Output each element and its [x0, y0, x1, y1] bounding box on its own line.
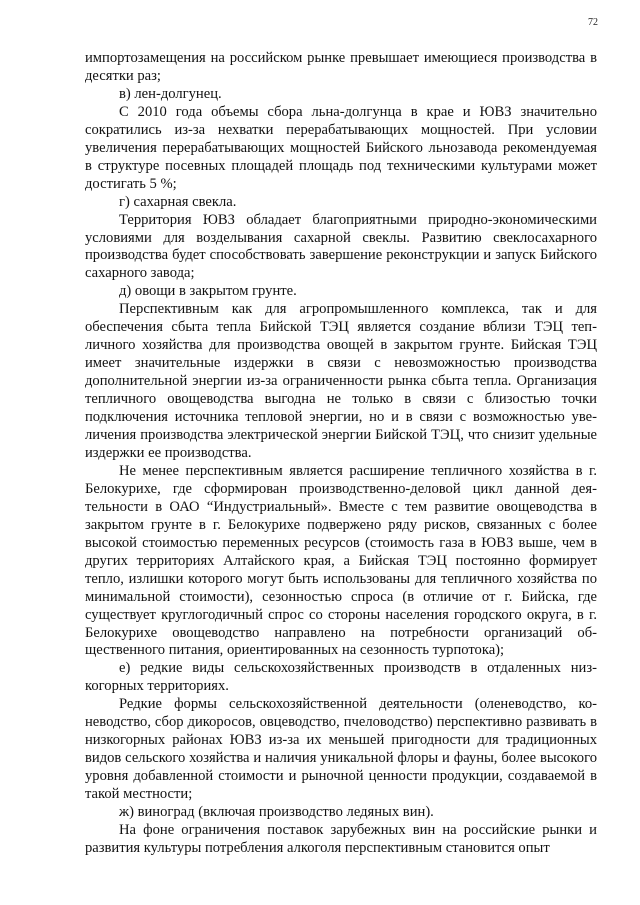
paragraph: импортозамещения на российском рынке превышает имеющиеся производства в десятки раз;	[85, 50, 597, 84]
list-heading-sugar-beet: г) сахарная свекла.	[119, 193, 237, 210]
document-body	[85, 50, 597, 858]
paragraph: На фоне ограничения поставок зарубежных вин на российские рынки и развития культуры потребления алкоголя перспективным становится опыт	[85, 821, 597, 856]
list-heading-greenhouse-vegetables: д) овощи в закрытом грунте.	[119, 283, 297, 300]
list-heading-rare-agriculture: е) редкие виды сельскохозяйственных производств в отдаленных низкогорных территориях.	[85, 660, 597, 695]
paragraph: С 2010 года объемы сбора льна-долгунца в крае и ЮВЗ значительно сократились из-за нехватки перерабатывающих мощностей. При условии увеличения перерабатывающих мощностей Бийского льнозавода рекомендуемая в структуре посевных площадей площадь под техническими культурами может достигать 5 %;	[85, 103, 597, 192]
list-heading-flax: в) лен-долгунец.	[119, 85, 222, 102]
paragraph: Редкие формы сельскохозяйственной деятельности (оленеводство, коневодство, сбор дикоросов, овцеводство, пчеловодство) перспективно развивать в низкогорных районах ЮВЗ из-за их меньшей пригодности для традиционных видов сельского хозяйства и наличия уникальной флоры и фауны, более высокого уровня добавленной стоимости и рыночной ценности продукции, создаваемой в такой местности;	[85, 696, 597, 803]
paragraph: Перспективным как для агропромышленного комплекса, так и для обеспечения сбыта тепла Бийской ТЭЦ является создание вблизи ТЭЦ тепличного хозяйства для производства овощей в закрытом грунте. Бийская ТЭЦ имеет значительные издержки в связи с невозможностью производства дополнительной энергии из-за ограниченности рынка сбыта тепла. Организация тепличного овощеводства выгодна не только в связи с близостью точки подключения источника тепловой энергии, но и в связи с возможностью увеличения производства электрической энергии Бийской ТЭЦ, что снизит удельные издержки ее производства.	[85, 301, 597, 461]
paragraph: Территория ЮВЗ обладает благоприятными природно-экономическими условиями для возделывания сахарной свеклы. Развитию свеклосахарного производства будет способствовать завершение реконструкции и запуск Бийского сахарного завода;	[85, 211, 597, 282]
page-number: 72	[588, 17, 598, 28]
list-heading-grapes: ж) виноград (включая производство ледяных вин).	[119, 804, 434, 821]
paragraph: Не менее перспективным является расширение тепличного хозяйства в г. Белокурихе, где сформирован производственно-деловой цикл данной деятельности в ОАО “Индустриальный». Вместе с тем развитие овощеводства в закрытом грунте в г. Белокурихе подвержено ряду рисков, связанных с более высокой стоимостью переменных ресурсов (стоимость газа в ЮВЗ выше, чем в других территориях Алтайского края, а Бийская ТЭЦ постоянно формирует тепло, излишки которого могут быть использованы для тепличного хозяйства по минимальной стоимости), сезонностью спроса (в отличие от г. Бийска, где существует круглогодичный спрос со стороны населения городского округа, в г. Белокурихе овощеводство направлено на потребности организаций общественного питания, ориентированных на сезонность турпотока);	[85, 462, 597, 659]
